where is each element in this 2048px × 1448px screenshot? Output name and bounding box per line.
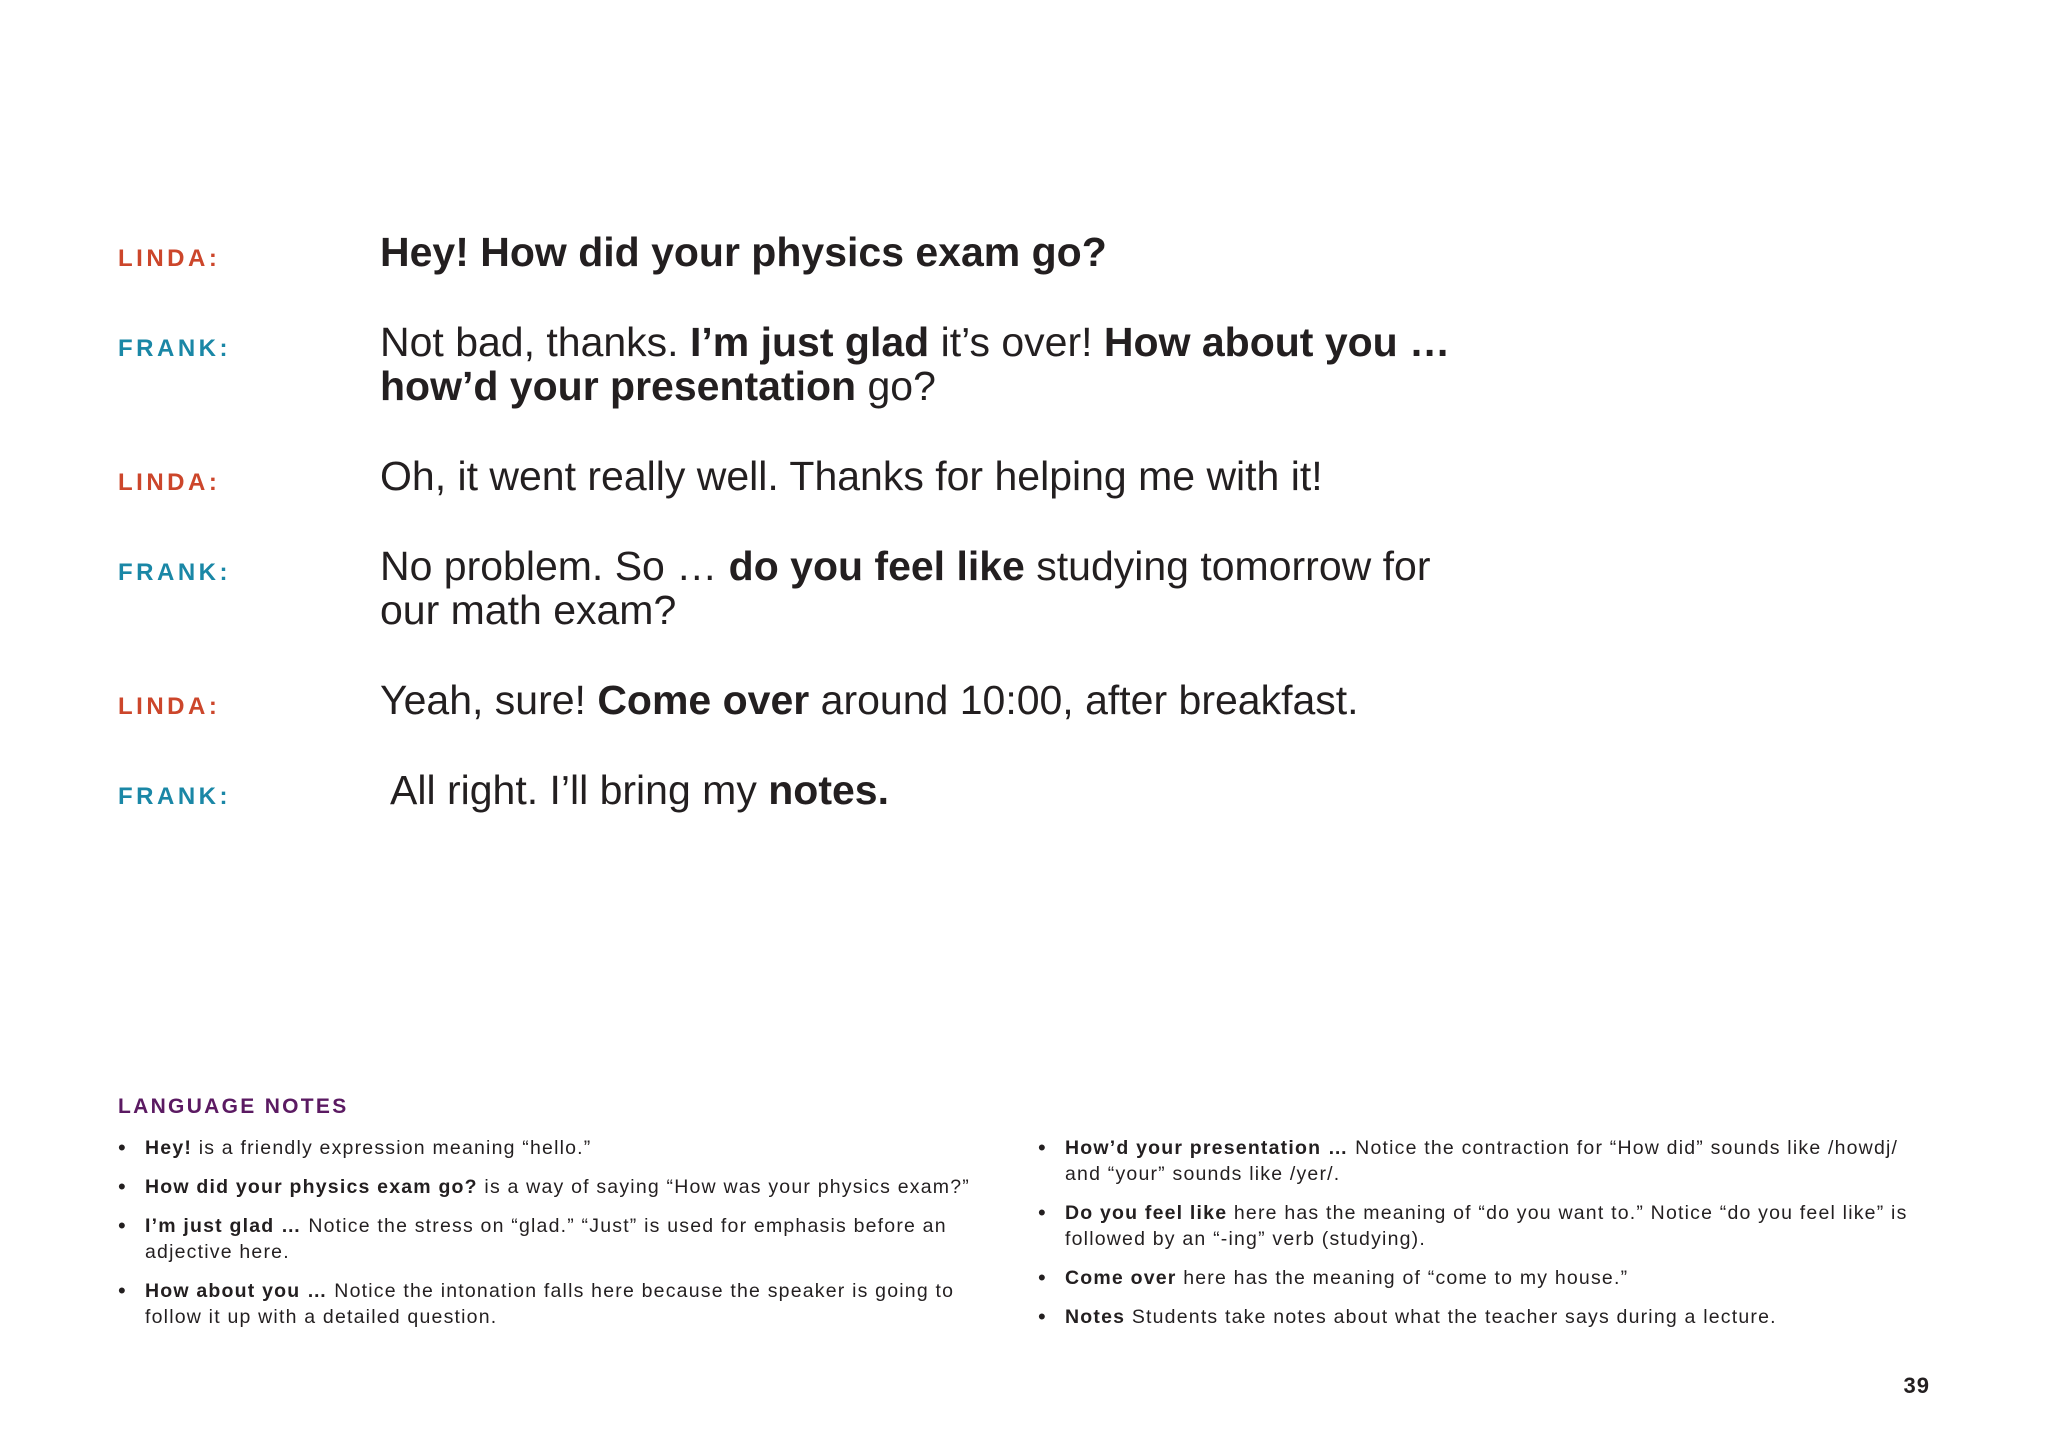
- note-text: Students take notes about what the teacher says during a lecture.: [1131, 1306, 1777, 1328]
- note-term: Do you feel like: [1065, 1202, 1228, 1224]
- phrase: All right. I’ll bring my: [390, 767, 757, 813]
- note-line: [145, 1135, 1018, 1161]
- utterance-line: [390, 768, 889, 812]
- note-line: [145, 1174, 1018, 1200]
- bold-phrase: notes.: [768, 767, 889, 813]
- dialogue-line: [0, 544, 2048, 632]
- note-text: follow it up with a detailed question.: [145, 1306, 498, 1328]
- speaker-label-linda: LINDA:: [118, 245, 221, 272]
- utterance: [380, 678, 1359, 722]
- note-text: here has the meaning of “do you want to.” Notice “do you feel like” is: [1233, 1202, 1908, 1224]
- note-term: Hey!: [145, 1137, 193, 1159]
- bold-phrase: Come over: [597, 677, 810, 723]
- note-text: is a friendly expression meaning “hello.”: [198, 1137, 592, 1159]
- speaker-label-frank: FRANK:: [118, 335, 231, 362]
- dialogue-line: [0, 320, 2048, 408]
- bold-phrase: I’m just glad: [689, 319, 930, 365]
- dialogue: [0, 230, 2048, 812]
- utterance: [380, 454, 1323, 498]
- bold-phrase: how’d your presentation: [380, 363, 857, 409]
- note-line: [1065, 1265, 1938, 1291]
- note-line: [1065, 1304, 1938, 1330]
- phrase: Not bad, thanks.: [380, 319, 679, 365]
- note-item: [118, 1278, 1018, 1330]
- note-item: [118, 1213, 1018, 1265]
- note-text: Notice the intonation falls here because the speaker is going to: [334, 1280, 955, 1302]
- note-term: How’d your presentation …: [1065, 1137, 1349, 1159]
- utterance-line: [380, 588, 1430, 632]
- speaker-label-linda: LINDA:: [118, 693, 221, 720]
- bold-phrase: Hey! How did your physics exam go?: [380, 229, 1107, 275]
- dialogue-line: [0, 230, 2048, 274]
- phrase: it’s over!: [940, 319, 1093, 365]
- dialogue-line: [0, 768, 2048, 812]
- page-number: 39: [1903, 1373, 1930, 1398]
- note-item: [118, 1135, 1018, 1161]
- utterance-line: [380, 230, 1107, 274]
- speaker-label-frank: FRANK:: [118, 559, 231, 586]
- phrase: No problem. So …: [380, 543, 718, 589]
- note-term: How about you …: [145, 1280, 328, 1302]
- phrase: go?: [867, 363, 936, 409]
- phrase: around 10:00, after breakfast.: [820, 677, 1359, 723]
- phrase: our math exam?: [380, 587, 677, 633]
- language-notes-heading: LANGUAGE NOTES: [118, 1095, 349, 1118]
- note-text: Notice the contraction for “How did” sounds like /howdj/: [1355, 1137, 1899, 1159]
- utterance-line: [380, 678, 1359, 722]
- note-line: [145, 1213, 1018, 1239]
- note-term: Come over: [1065, 1267, 1177, 1289]
- note-text: followed by an “-ing” verb (studying).: [1065, 1228, 1426, 1250]
- note-item: [118, 1174, 1018, 1200]
- utterance-line: [380, 320, 1450, 364]
- note-item: [1038, 1265, 1938, 1291]
- utterance-line: [380, 454, 1323, 498]
- utterance-line: [380, 364, 1450, 408]
- phrase: Oh, it went really well. Thanks for helping me with it!: [380, 453, 1323, 499]
- speaker-label-frank: FRANK:: [118, 783, 231, 810]
- dialogue-line: [0, 678, 2048, 722]
- phrase: Yeah, sure!: [380, 677, 586, 723]
- note-line: [1065, 1200, 1938, 1226]
- utterance: [380, 320, 1450, 408]
- bold-phrase: How about you …: [1103, 319, 1451, 365]
- note-term: I’m just glad …: [145, 1215, 302, 1237]
- note-term: How did your physics exam go?: [145, 1176, 478, 1198]
- note-item: [1038, 1200, 1938, 1252]
- note-line: [1065, 1135, 1938, 1161]
- phrase: studying tomorrow for: [1036, 543, 1431, 589]
- speaker-label-linda: LINDA:: [118, 469, 221, 496]
- utterance-line: [380, 544, 1430, 588]
- note-line: [145, 1278, 1018, 1304]
- note-item: [1038, 1135, 1938, 1187]
- language-notes-right-column: [1038, 1135, 1938, 1343]
- note-text: here has the meaning of “come to my house.”: [1183, 1267, 1629, 1289]
- dialogue-line: [0, 454, 2048, 498]
- utterance: [380, 768, 889, 812]
- utterance: [380, 230, 1107, 274]
- note-text: is a way of saying “How was your physics exam?”: [484, 1176, 970, 1198]
- note-text: adjective here.: [145, 1241, 290, 1263]
- note-text: Notice the stress on “glad.” “Just” is used for emphasis before an: [308, 1215, 947, 1237]
- note-item: [1038, 1304, 1938, 1330]
- utterance: [380, 544, 1430, 632]
- bold-phrase: do you feel like: [728, 543, 1025, 589]
- language-notes-left-column: [118, 1135, 1018, 1343]
- note-term: Notes: [1065, 1306, 1126, 1328]
- note-text: and “your” sounds like /yer/.: [1065, 1163, 1341, 1185]
